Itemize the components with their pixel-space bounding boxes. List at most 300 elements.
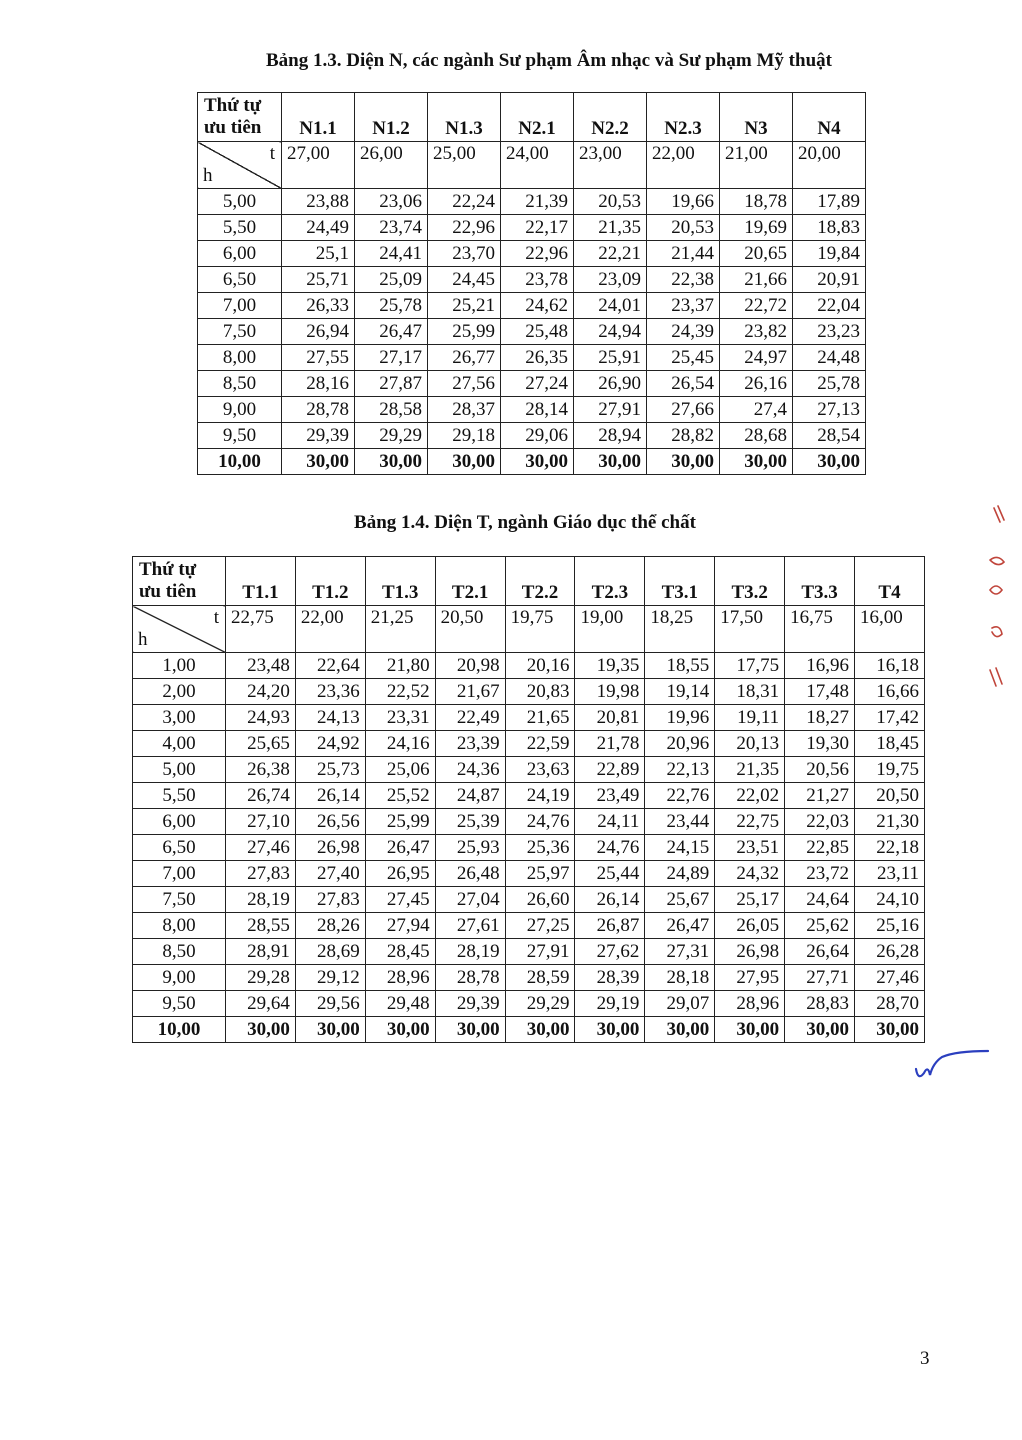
- table-cell: 28,78: [435, 965, 505, 991]
- table-cell: 21,30: [855, 809, 925, 835]
- table-row: [133, 705, 925, 731]
- h-value-cell: 10,00: [198, 449, 282, 475]
- table-cell: 30,00: [282, 449, 355, 475]
- table-cell: 26,90: [574, 371, 647, 397]
- table-cell: 23,78: [501, 267, 574, 293]
- table-cell: 21,78: [575, 731, 645, 757]
- table-cell: 25,99: [428, 319, 501, 345]
- table-cell: 27,40: [295, 861, 365, 887]
- table-cell: 18,55: [645, 653, 715, 679]
- table-cell: 28,26: [295, 913, 365, 939]
- diagonal-header-cell: [198, 142, 282, 189]
- table-cell: 18,27: [785, 705, 855, 731]
- table-cell: 25,06: [365, 757, 435, 783]
- table-cell: 26,14: [575, 887, 645, 913]
- table-cell: 29,39: [435, 991, 505, 1017]
- h-value-cell: 7,50: [133, 887, 226, 913]
- h-value-cell: 5,50: [198, 215, 282, 241]
- table-cell: 20,81: [575, 705, 645, 731]
- table-cell: 24,62: [501, 293, 574, 319]
- table-cell: 25,97: [505, 861, 575, 887]
- table-cell: 21,35: [715, 757, 785, 783]
- table-cell: 25,78: [355, 293, 428, 319]
- table-cell: 27,10: [226, 809, 296, 835]
- table-row: [198, 241, 866, 267]
- table-cell: 27,66: [647, 397, 720, 423]
- table-cell: 20,65: [720, 241, 793, 267]
- table-cell: 25,21: [428, 293, 501, 319]
- table-cell: 27,71: [785, 965, 855, 991]
- table-cell: 27,83: [226, 861, 296, 887]
- h-label: h: [138, 629, 148, 650]
- table-row: [133, 939, 925, 965]
- table-cell: 25,09: [355, 267, 428, 293]
- table-cell: 28,58: [355, 397, 428, 423]
- table-cell: 25,91: [574, 345, 647, 371]
- table-cell: 26,77: [428, 345, 501, 371]
- table-cell: 26,47: [645, 913, 715, 939]
- h-value-cell: 5,50: [133, 783, 226, 809]
- t-value-cell: 20,50: [435, 606, 505, 653]
- table-cell: 27,13: [793, 397, 866, 423]
- table-cell: 28,78: [282, 397, 355, 423]
- table-cell: 29,06: [501, 423, 574, 449]
- table-cell: 20,53: [574, 189, 647, 215]
- table-cell: 24,32: [715, 861, 785, 887]
- table-cell: 25,45: [647, 345, 720, 371]
- table-row: [133, 731, 925, 757]
- table-cell: 24,49: [282, 215, 355, 241]
- table-cell: 27,46: [855, 965, 925, 991]
- table-cell: 30,00: [435, 1017, 505, 1043]
- table-row: [133, 913, 925, 939]
- t-value-cell: 27,00: [282, 142, 355, 189]
- table-cell: 30,00: [647, 449, 720, 475]
- table-cell: 22,96: [428, 215, 501, 241]
- table-cell: 17,89: [793, 189, 866, 215]
- table-cell: 17,42: [855, 705, 925, 731]
- table-cell: 22,24: [428, 189, 501, 215]
- table-cell: 22,18: [855, 835, 925, 861]
- h-value-cell: 9,50: [133, 991, 226, 1017]
- table-cell: 25,67: [645, 887, 715, 913]
- priority-order-line2: ưu tiên: [139, 581, 197, 602]
- table-cell: 27,24: [501, 371, 574, 397]
- table-cell: 24,11: [575, 809, 645, 835]
- t-value-cell: 22,00: [647, 142, 720, 189]
- table-header-row: [198, 93, 866, 142]
- table-cell: 27,94: [365, 913, 435, 939]
- h-value-cell: 3,00: [133, 705, 226, 731]
- table-row: [133, 835, 925, 861]
- table-cell: 28,39: [575, 965, 645, 991]
- t-value-cell: 19,00: [575, 606, 645, 653]
- h-value-cell: 9,00: [198, 397, 282, 423]
- table-cell: 28,14: [501, 397, 574, 423]
- table-cell: 19,69: [720, 215, 793, 241]
- table-cell: 25,48: [501, 319, 574, 345]
- table-cell: 24,39: [647, 319, 720, 345]
- table-cell: 30,00: [501, 449, 574, 475]
- table-cell: 27,4: [720, 397, 793, 423]
- margin-stamp-marks: [980, 500, 1016, 700]
- table-cell: 19,66: [647, 189, 720, 215]
- table-cell: 30,00: [575, 1017, 645, 1043]
- table-row: [133, 1017, 925, 1043]
- table-cell: 25,71: [282, 267, 355, 293]
- t-value-cell: 20,00: [793, 142, 866, 189]
- table-row: [198, 449, 866, 475]
- table-cell: 26,47: [365, 835, 435, 861]
- table-cell: 27,04: [435, 887, 505, 913]
- table-cell: 27,61: [435, 913, 505, 939]
- table-cell: 29,39: [282, 423, 355, 449]
- table-cell: 24,94: [574, 319, 647, 345]
- table-cell: 29,18: [428, 423, 501, 449]
- column-header: T1.1: [226, 557, 296, 606]
- table-cell: 17,48: [785, 679, 855, 705]
- table-cell: 22,96: [501, 241, 574, 267]
- table-cell: 25,1: [282, 241, 355, 267]
- priority-order-header: [133, 557, 226, 606]
- column-header: N2.2: [574, 93, 647, 142]
- table-cell: 28,94: [574, 423, 647, 449]
- table-cell: 22,04: [793, 293, 866, 319]
- column-header: T1.2: [295, 557, 365, 606]
- table-cell: 19,14: [645, 679, 715, 705]
- diagonal-header-cell: [133, 606, 226, 653]
- table-cell: 22,49: [435, 705, 505, 731]
- h-value-cell: 9,00: [133, 965, 226, 991]
- h-value-cell: 2,00: [133, 679, 226, 705]
- column-header: N4: [793, 93, 866, 142]
- table-cell: 29,29: [355, 423, 428, 449]
- column-header: T3.2: [715, 557, 785, 606]
- table-cell: 25,99: [365, 809, 435, 835]
- table-1-3-title: Bảng 1.3. Diện N, các ngành Sư phạm Âm nhạc và Sư phạm Mỹ thuật: [266, 50, 832, 71]
- h-value-cell: 6,00: [133, 809, 226, 835]
- table-row: [133, 965, 925, 991]
- table-cell: 22,17: [501, 215, 574, 241]
- table-cell: 26,28: [855, 939, 925, 965]
- table-row: [198, 423, 866, 449]
- t-label: t: [213, 607, 219, 628]
- table-cell: 26,60: [505, 887, 575, 913]
- table-cell: 29,12: [295, 965, 365, 991]
- table-row: [198, 267, 866, 293]
- table-cell: 26,33: [282, 293, 355, 319]
- table-cell: 30,00: [720, 449, 793, 475]
- table-cell: 26,54: [647, 371, 720, 397]
- table-cell: 21,67: [435, 679, 505, 705]
- table-cell: 25,39: [435, 809, 505, 835]
- table-cell: 24,10: [855, 887, 925, 913]
- table-cell: 23,51: [715, 835, 785, 861]
- t-value-cell: 25,00: [428, 142, 501, 189]
- table-cell: 26,05: [715, 913, 785, 939]
- t-value-cell: 23,00: [574, 142, 647, 189]
- table-cell: 21,39: [501, 189, 574, 215]
- table-cell: 30,00: [645, 1017, 715, 1043]
- table-cell: 21,35: [574, 215, 647, 241]
- table-cell: 26,35: [501, 345, 574, 371]
- table-cell: 27,46: [226, 835, 296, 861]
- table-row: [198, 319, 866, 345]
- table-cell: 28,54: [793, 423, 866, 449]
- table-cell: 17,75: [715, 653, 785, 679]
- table-cell: 30,00: [428, 449, 501, 475]
- h-value-cell: 8,50: [133, 939, 226, 965]
- table-cell: 29,56: [295, 991, 365, 1017]
- table-cell: 28,55: [226, 913, 296, 939]
- t-value-cell: 16,00: [855, 606, 925, 653]
- table-row: [133, 679, 925, 705]
- t-value-cell: 21,25: [365, 606, 435, 653]
- table-cell: 23,06: [355, 189, 428, 215]
- table-cell: 27,91: [574, 397, 647, 423]
- h-value-cell: 7,50: [198, 319, 282, 345]
- table-cell: 21,66: [720, 267, 793, 293]
- table-cell: 25,16: [855, 913, 925, 939]
- table-cell: 19,84: [793, 241, 866, 267]
- h-value-cell: 6,50: [133, 835, 226, 861]
- h-value-cell: 5,00: [198, 189, 282, 215]
- priority-order-line1: Thứ tự: [204, 95, 262, 116]
- table-cell: 23,63: [505, 757, 575, 783]
- h-value-cell: 1,00: [133, 653, 226, 679]
- column-header: N1.2: [355, 93, 428, 142]
- table-cell: 16,18: [855, 653, 925, 679]
- table-cell: 22,72: [720, 293, 793, 319]
- table-cell: 16,66: [855, 679, 925, 705]
- t-label: t: [269, 143, 275, 164]
- table-cell: 28,37: [428, 397, 501, 423]
- table-cell: 25,52: [365, 783, 435, 809]
- table-cell: 28,68: [720, 423, 793, 449]
- table-cell: 27,62: [575, 939, 645, 965]
- t-value-cell: 24,00: [501, 142, 574, 189]
- table-cell: 29,48: [365, 991, 435, 1017]
- table-cell: 26,47: [355, 319, 428, 345]
- table-cell: 24,76: [575, 835, 645, 861]
- h-label: h: [203, 165, 213, 186]
- t-value-cell: 16,75: [785, 606, 855, 653]
- table-cell: 25,73: [295, 757, 365, 783]
- t-value-cell: 17,50: [715, 606, 785, 653]
- table-cell: 25,36: [505, 835, 575, 861]
- table-cell: 27,45: [365, 887, 435, 913]
- table-cell: 22,52: [365, 679, 435, 705]
- table-cell: 23,72: [785, 861, 855, 887]
- table-cell: 22,21: [574, 241, 647, 267]
- table-cell: 20,50: [855, 783, 925, 809]
- table-cell: 27,91: [505, 939, 575, 965]
- table-cell: 28,83: [785, 991, 855, 1017]
- column-header: N1.1: [282, 93, 355, 142]
- column-header: T2.3: [575, 557, 645, 606]
- column-header: T2.2: [505, 557, 575, 606]
- table-cell: 24,20: [226, 679, 296, 705]
- table-cell: 24,36: [435, 757, 505, 783]
- table-cell: 26,48: [435, 861, 505, 887]
- signature-mark: [912, 1047, 992, 1087]
- table-cell: 23,49: [575, 783, 645, 809]
- table-cell: 24,93: [226, 705, 296, 731]
- table-cell: 19,35: [575, 653, 645, 679]
- table-cell: 20,98: [435, 653, 505, 679]
- table-cell: 23,74: [355, 215, 428, 241]
- column-header: N2.3: [647, 93, 720, 142]
- table-cell: 30,00: [785, 1017, 855, 1043]
- table-cell: 30,00: [793, 449, 866, 475]
- table-cell: 25,65: [226, 731, 296, 757]
- table-cell: 23,37: [647, 293, 720, 319]
- table-cell: 21,65: [505, 705, 575, 731]
- table-cell: 18,31: [715, 679, 785, 705]
- table-cell: 19,30: [785, 731, 855, 757]
- table-cell: 22,02: [715, 783, 785, 809]
- table-cell: 25,44: [575, 861, 645, 887]
- table-cell: 27,87: [355, 371, 428, 397]
- table-cell: 19,96: [645, 705, 715, 731]
- column-header: T3.1: [645, 557, 715, 606]
- table-cell: 28,16: [282, 371, 355, 397]
- table-cell: 19,11: [715, 705, 785, 731]
- table-cell: 24,64: [785, 887, 855, 913]
- table-cell: 27,95: [715, 965, 785, 991]
- table-cell: 24,92: [295, 731, 365, 757]
- t-value-cell: 22,00: [295, 606, 365, 653]
- table-cell: 30,00: [855, 1017, 925, 1043]
- table-cell: 28,82: [647, 423, 720, 449]
- table-cell: 25,17: [715, 887, 785, 913]
- h-value-cell: 8,50: [198, 371, 282, 397]
- table-row: [133, 653, 925, 679]
- table-cell: 20,91: [793, 267, 866, 293]
- h-value-cell: 6,50: [198, 267, 282, 293]
- table-row: [198, 345, 866, 371]
- table-cell: 28,91: [226, 939, 296, 965]
- column-header: N2.1: [501, 93, 574, 142]
- table-cell: 27,25: [505, 913, 575, 939]
- t-value-cell: 26,00: [355, 142, 428, 189]
- table-cell: 23,31: [365, 705, 435, 731]
- table-cell: 24,15: [645, 835, 715, 861]
- table-row: [133, 809, 925, 835]
- column-header: T4: [855, 557, 925, 606]
- table-cell: 23,23: [793, 319, 866, 345]
- table-cell: 26,56: [295, 809, 365, 835]
- h-value-cell: 5,00: [133, 757, 226, 783]
- table-1-4: [132, 556, 925, 1043]
- h-value-cell: 9,50: [198, 423, 282, 449]
- table-cell: 20,16: [505, 653, 575, 679]
- table-cell: 22,76: [645, 783, 715, 809]
- column-header: N3: [720, 93, 793, 142]
- table-cell: 26,38: [226, 757, 296, 783]
- table-cell: 28,59: [505, 965, 575, 991]
- table-row: [133, 887, 925, 913]
- table-cell: 19,98: [575, 679, 645, 705]
- h-value-cell: 8,00: [198, 345, 282, 371]
- table-cell: 28,19: [226, 887, 296, 913]
- table-cell: 28,45: [365, 939, 435, 965]
- t-value-cell: 22,75: [226, 606, 296, 653]
- table-cell: 23,82: [720, 319, 793, 345]
- table-1-3: [197, 92, 866, 475]
- table-cell: 23,44: [645, 809, 715, 835]
- table-cell: 29,07: [645, 991, 715, 1017]
- table-cell: 23,09: [574, 267, 647, 293]
- table-cell: 26,98: [295, 835, 365, 861]
- table-cell: 18,78: [720, 189, 793, 215]
- table-cell: 22,38: [647, 267, 720, 293]
- table-cell: 26,98: [715, 939, 785, 965]
- table-cell: 26,16: [720, 371, 793, 397]
- table-cell: 29,19: [575, 991, 645, 1017]
- table-row: [198, 371, 866, 397]
- table-cell: 26,87: [575, 913, 645, 939]
- t-value-cell: 19,75: [505, 606, 575, 653]
- column-header: T3.3: [785, 557, 855, 606]
- table-cell: 22,59: [505, 731, 575, 757]
- table-row: [198, 293, 866, 319]
- table-cell: 22,85: [785, 835, 855, 861]
- table-row: [198, 215, 866, 241]
- table-cell: 28,70: [855, 991, 925, 1017]
- table-cell: 24,48: [793, 345, 866, 371]
- table-cell: 22,75: [715, 809, 785, 835]
- table-cell: 19,75: [855, 757, 925, 783]
- t-values-row: [133, 606, 925, 653]
- table-cell: 22,64: [295, 653, 365, 679]
- table-row: [198, 397, 866, 423]
- table-cell: 21,80: [365, 653, 435, 679]
- table-cell: 27,83: [295, 887, 365, 913]
- column-header: T2.1: [435, 557, 505, 606]
- table-cell: 18,45: [855, 731, 925, 757]
- table-row: [133, 991, 925, 1017]
- table-cell: 25,78: [793, 371, 866, 397]
- table-cell: 26,74: [226, 783, 296, 809]
- table-cell: 21,27: [785, 783, 855, 809]
- column-header: N1.3: [428, 93, 501, 142]
- table-cell: 21,44: [647, 241, 720, 267]
- table-row: [133, 783, 925, 809]
- table-cell: 29,28: [226, 965, 296, 991]
- table-cell: 20,53: [647, 215, 720, 241]
- signature-stroke: [916, 1051, 988, 1076]
- table-cell: 28,18: [645, 965, 715, 991]
- table-cell: 26,94: [282, 319, 355, 345]
- table-cell: 24,16: [365, 731, 435, 757]
- table-cell: 30,00: [715, 1017, 785, 1043]
- table-cell: 24,97: [720, 345, 793, 371]
- table-cell: 20,96: [645, 731, 715, 757]
- table-cell: 23,88: [282, 189, 355, 215]
- table-row: [133, 861, 925, 887]
- table-row: [198, 189, 866, 215]
- priority-order-line1: Thứ tự: [139, 559, 197, 580]
- h-value-cell: 7,00: [198, 293, 282, 319]
- table-cell: 23,70: [428, 241, 501, 267]
- table-cell: 22,03: [785, 809, 855, 835]
- table-cell: 24,76: [505, 809, 575, 835]
- table-cell: 20,13: [715, 731, 785, 757]
- h-value-cell: 8,00: [133, 913, 226, 939]
- page-number: 3: [920, 1348, 930, 1369]
- table-cell: 28,96: [365, 965, 435, 991]
